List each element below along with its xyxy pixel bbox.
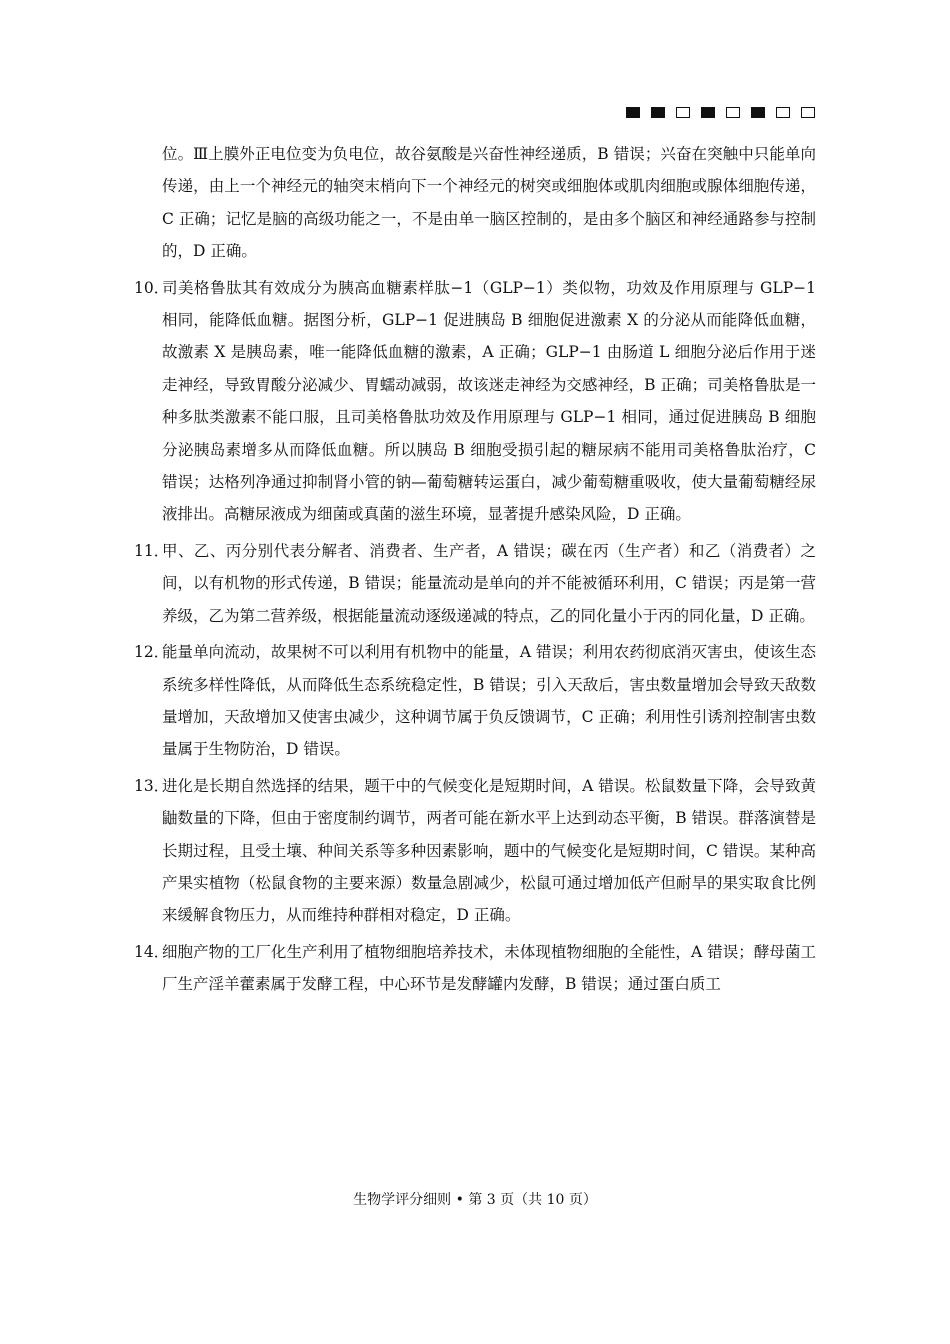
- marker-empty: [776, 107, 790, 118]
- item-text: 进化是长期自然选择的结果，题干中的气候变化是短期时间，A 错误。松鼠数量下降，会导致黄鼬数量的下降，但由于密度制约调节，两者可能在新水平上达到动态平衡，B 错误。群落演替是长期过程，且受土壤、种间关系等多种因素影响，题中的气候变化是短期时间，C 错误。某种高产果实植物（松鼠食物的主要来源）数量急剧减少，松鼠可通过增加低产但耐旱的果实取食比例来缓解食物压力，从而维持种群相对稳定，D 正确。: [162, 776, 816, 925]
- continuation-paragraph: 位。Ⅲ上膜外正电位变为负电位，故谷氨酸是兴奋性神经递质，B 错误；兴奋在突触中只能单向传递，由上一个神经元的轴突末梢向下一个神经元的树突或细胞体或肌肉细胞或腺体细胞传递，C 正确；记忆是脑的高级功能之一，不是由单一脑区控制的，是由多个脑区和神经通路参与控制的，D 正确。: [162, 145, 816, 261]
- answer-body: [134, 138, 816, 1001]
- marker-empty: [676, 107, 690, 118]
- answer-item-13: [134, 770, 816, 932]
- item-number: 12．: [134, 643, 170, 662]
- item-number: 13．: [134, 776, 170, 795]
- item-number: 14．: [134, 942, 170, 961]
- answer-item-10: [134, 272, 816, 531]
- item-number: 11．: [134, 541, 170, 560]
- marker-filled: [626, 107, 640, 118]
- page-marker-bar: [626, 107, 820, 118]
- item-text: 甲、乙、丙分别代表分解者、消费者、生产者，A 错误；碳在丙（生产者）和乙（消费者）之间，以有机物的形式传递，B 错误；能量流动是单向的并不能被循环利用，C 错误；丙是第一营养级，乙为第二营养级，根据能量流动逐级递减的特点，乙的同化量小于丙的同化量，D 正确。: [162, 541, 816, 625]
- marker-empty: [801, 107, 815, 118]
- item-text: 司美格鲁肽其有效成分为胰高血糖素样肽−1（GLP−1）类似物，功效及作用原理与 GLP−1 相同，能降低血糖。据图分析，GLP−1 促进胰岛 B 细胞促进激素 X 的分泌从而能降低血糖，故激素 X 是胰岛素，唯一能降低血糖的激素，A 正确；GLP−1 由肠道 L 细胞分泌后作用于迷走神经，导致胃酸分泌减少、胃蠕动减弱，故该迷走神经为交感神经，B 正确；司美格鲁肽是一种多肽类激素不能口服，且司美格鲁肽功效及作用原理与 GLP−1 相同，通过促进胰岛 B 细胞分泌胰岛素增多从而降低血糖。所以胰岛 B 细胞受损引起的糖尿病不能用司美格鲁肽治疗，C 错误；达格列净通过抑制肾小管的钠—葡萄糖转运蛋白，减少葡萄糖重吸收，使大量葡萄糖经尿液排出。高糖尿液成为细菌或真菌的滋生环境，显著提升感染风险，D 正确。: [162, 278, 816, 524]
- marker-empty: [726, 107, 740, 118]
- answer-item-12: [134, 636, 816, 766]
- page-footer: 生物学评分细则 • 第 3 页（共 10 页）: [353, 1192, 597, 1208]
- marker-filled: [651, 107, 665, 118]
- marker-filled: [751, 107, 765, 118]
- answer-item-14: [134, 936, 816, 1001]
- item-text: 细胞产物的工厂化生产利用了植物细胞培养技术，未体现植物细胞的全能性，A 错误；酵母菌工厂生产淫羊藿素属于发酵工程，中心环节是发酵罐内发酵，B 错误；通过蛋白质工: [162, 942, 816, 994]
- item-text: 能量单向流动，故果树不可以利用有机物中的能量，A 错误；利用农药彻底消灭害虫，使该生态系统多样性降低，从而降低生态系统稳定性，B 错误；引入天敌后，害虫数量增加会导致天敌数量增加，天敌增加又使害虫减少，这种调节属于负反馈调节，C 正确；利用性引诱剂控制害虫数量属于生物防治，D 错误。: [162, 643, 816, 759]
- marker-filled: [701, 107, 715, 118]
- answer-item-11: [134, 535, 816, 632]
- item-number: 10．: [134, 278, 170, 297]
